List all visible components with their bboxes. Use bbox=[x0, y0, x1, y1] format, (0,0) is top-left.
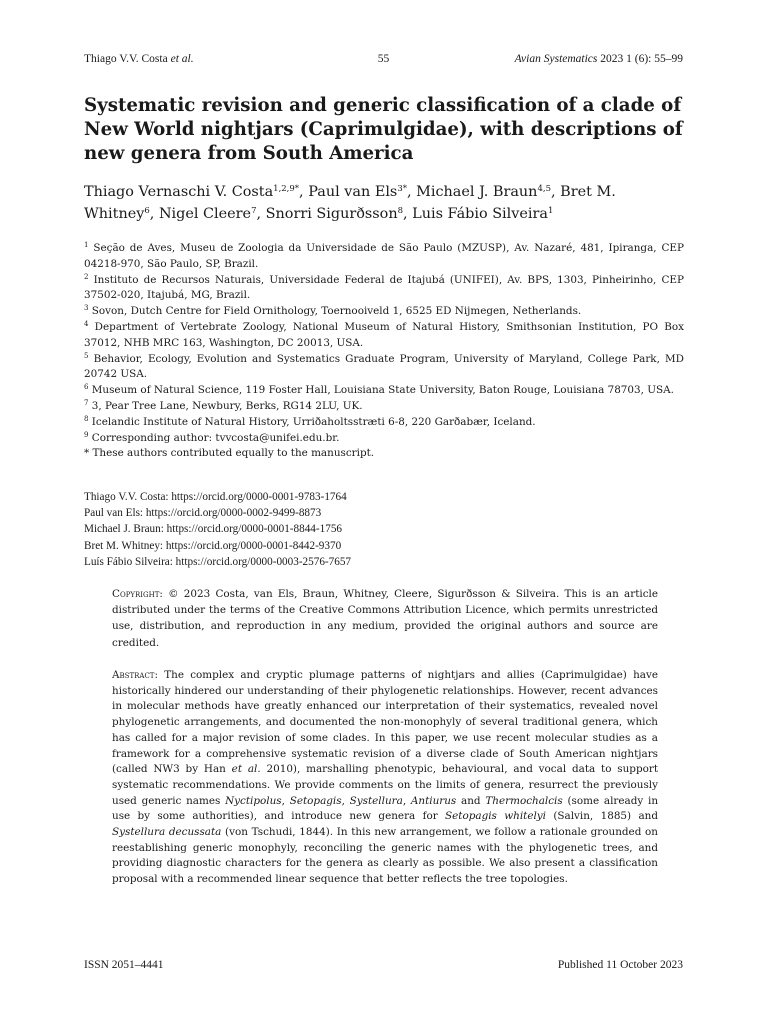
affiliation-number: 3 bbox=[84, 304, 89, 313]
page-number: 55 bbox=[377, 53, 390, 65]
author-separator: , bbox=[299, 184, 309, 200]
affiliation-item bbox=[84, 304, 684, 320]
affiliation-number: 2 bbox=[84, 272, 89, 281]
affiliations bbox=[84, 241, 684, 462]
author-name: Snorri Sigurðsson bbox=[265, 206, 398, 222]
affiliation-number: 9 bbox=[84, 430, 89, 439]
affiliation-text: Seção de Aves, Museu de Zoologia da Universidade de São Paulo (MZUSP), Av. Nazaré, 481, Ipiranga, CEP 04218-970, São Paulo, SP, Brazil. bbox=[84, 242, 684, 270]
page-footer bbox=[84, 959, 683, 975]
abstract-italic-term: et al. bbox=[231, 763, 261, 776]
issn: ISSN 2051–4441 bbox=[84, 959, 164, 971]
abstract bbox=[112, 668, 658, 888]
author-separator: , bbox=[406, 184, 417, 200]
affiliation-item bbox=[84, 273, 684, 305]
author-separator: , bbox=[403, 206, 413, 222]
affiliation-item bbox=[84, 320, 684, 352]
affiliation-number: 6 bbox=[84, 383, 89, 392]
author-affiliation-marker: 1,2,9* bbox=[273, 184, 300, 194]
author-name: Luis Fábio Silveira bbox=[412, 206, 548, 222]
copyright-notice bbox=[112, 586, 658, 651]
affiliation-text: 3, Pear Tree Lane, Newbury, Berks, RG14 2LU, UK. bbox=[88, 399, 363, 412]
affiliation-text: Sovon, Dutch Centre for Field Ornithology, Toernooiveld 1, 6525 ED Nijmegen, Netherlands. bbox=[88, 305, 582, 318]
affiliation-item bbox=[84, 383, 684, 399]
abstract-italic-term: Nyctipolus bbox=[225, 794, 282, 807]
abstract-italic-term: Systellura decussata bbox=[112, 826, 222, 839]
affiliation-text: Instituto de Recursos Naturais, Universidade Federal de Itajubá (UNIFEI), Av. BPS, 1303, Pinheirinho, CEP 37502-020, Itajubá, MG, Brazil. bbox=[84, 273, 684, 302]
abstract-italic-term: Setopagis bbox=[289, 794, 342, 807]
affiliation-number: 5 bbox=[84, 351, 89, 360]
running-header bbox=[84, 53, 683, 69]
affiliation-item bbox=[84, 446, 684, 462]
affiliation-number: 1 bbox=[84, 241, 89, 249]
author-affiliation-marker: 7 bbox=[251, 206, 257, 216]
author-name: Bret M. Whitney bbox=[84, 184, 616, 222]
abstract-text: The complex and cryptic plumage patterns of nightjars and allies (Caprimulgidae) have historically hindered our understanding of their phylogenetic relationships. However, recent advances in molecular methods have greatly enhanced our interpretation of their systematics, revealed novel phylogenetic arrangements, and documented the non-monophyly of several traditional genera, which has called for a major revision of some clades. In this paper, we use recent molecular studies as a framework for a comprehensive systematic revision of a diverse clade of South American nightjars (called NW3 by Han bbox=[112, 669, 658, 776]
abstract-italic-term: Setopagis whitelyi bbox=[445, 810, 546, 823]
orcid-line: Bret M. Whitney: https://orcid.org/0000-0001-8442-9370 bbox=[84, 539, 342, 552]
affiliation-item bbox=[84, 241, 684, 273]
affiliation-item bbox=[84, 352, 684, 384]
abstract-text: (von Tschudi, 1844). In this new arrangement, we follow a rationale grounded on reestablishing generic monophyly, reconciling the generic names with the phylogenetic trees, and providing diagnostic characters for the genera as clearly as possible. We also present a classification proposal with a recommended linear sequence that better reflects the tree topologies. bbox=[112, 826, 658, 886]
affiliation-text: Behavior, Ecology, Evolution and Systematics Graduate Program, University of Maryland, College Park, MD 20742 USA. bbox=[84, 352, 684, 381]
author-name: Paul van Els bbox=[308, 184, 398, 200]
affiliation-item bbox=[84, 431, 684, 447]
header-etal: et al. bbox=[170, 53, 194, 65]
affiliation-number: 4 bbox=[84, 319, 89, 328]
abstract-text: , bbox=[281, 794, 290, 807]
volume-pages: 2023 1 (6): 55–99 bbox=[597, 53, 683, 65]
author-separator: , bbox=[550, 184, 561, 200]
orcid-list bbox=[84, 489, 684, 570]
author-name: Michael J. Braun bbox=[416, 184, 538, 200]
affiliation-item bbox=[84, 415, 684, 431]
author-name: Nigel Cleere bbox=[158, 206, 252, 222]
abstract-text: 2010), marshalling phenotypic, behavioural, and vocal data to support systematic recommendations. We provide comments on the limits of genera, resurrect the previously used generic names bbox=[112, 763, 658, 807]
abstract-text: (some already in use by some authorities), and introduce new genera for bbox=[112, 794, 659, 823]
affiliation-item bbox=[84, 399, 684, 415]
author-affiliation-marker: 8 bbox=[397, 206, 404, 216]
abstract-text: , bbox=[341, 794, 350, 807]
orcid-line: Michael J. Braun: https://orcid.org/0000-0001-8844-1756 bbox=[84, 523, 343, 536]
author-affiliation-marker: 1 bbox=[547, 206, 554, 216]
paper-title: Systematic revision and generic classification of a clade of New World nightjars (Caprimulgidae), with descriptions of new genera from South America bbox=[84, 95, 683, 164]
copyright-text: © 2023 Costa, van Els, Braun, Whitney, Cleere, Sigurðsson & Silveira. This is an article distributed under the terms of the Creative Commons Attribution Licence, which permits unrestricted use, distribution, and reproduction in any medium, provided the original authors and source are credited. bbox=[112, 588, 658, 649]
abstract-italic-term: Antiurus bbox=[410, 794, 457, 807]
journal-name: Avian Systematics bbox=[514, 53, 598, 65]
author-separator: , bbox=[256, 206, 266, 222]
author-separator: , bbox=[149, 206, 159, 222]
orcid-line: Paul van Els: https://orcid.org/0000-0002-9499-8873 bbox=[84, 507, 322, 520]
author-list bbox=[84, 181, 684, 225]
abstract-italic-term: Systellura bbox=[349, 794, 403, 807]
abstract-text: , bbox=[402, 794, 411, 807]
affiliation-text: * These authors contributed equally to the manuscript. bbox=[84, 447, 375, 460]
affiliation-number: 7 bbox=[84, 398, 89, 407]
orcid-line: Luís Fábio Silveira: https://orcid.org/0000-0003-2576-7657 bbox=[84, 555, 352, 568]
journal-citation bbox=[515, 53, 683, 65]
affiliation-number: 8 bbox=[84, 414, 89, 423]
affiliation-text: Icelandic Institute of Natural History, Urriðaholtsstræti 6-8, 220 Garðabær, Iceland. bbox=[88, 415, 536, 428]
author-affiliation-marker: 3* bbox=[397, 184, 407, 194]
orcid-line: Thiago V.V. Costa: https://orcid.org/0000-0001-9783-1764 bbox=[84, 491, 347, 503]
abstract-label: Abstract: bbox=[112, 669, 158, 681]
affiliation-text: Museum of Natural Science, 119 Foster Hall, Louisiana State University, Baton Rouge, Louisiana 78703, USA. bbox=[88, 384, 674, 397]
header-author-name: Thiago V.V. Costa bbox=[84, 53, 171, 65]
author-name: Thiago Vernaschi V. Costa bbox=[84, 184, 274, 200]
affiliation-text: Department of Vertebrate Zoology, National Museum of Natural History, Smithsonian Institution, PO Box 37012, NHB MRC 163, Washington, DC 20013, USA. bbox=[84, 320, 684, 349]
copyright-label: Copyright: bbox=[112, 588, 163, 600]
publication-date: Published 11 October 2023 bbox=[557, 959, 683, 971]
affiliation-text: Corresponding author: tvvcosta@unifei.edu.br. bbox=[88, 431, 340, 444]
author-affiliation-marker: 4,5 bbox=[537, 184, 551, 194]
abstract-text: and bbox=[456, 794, 486, 807]
author-affiliation-marker: 6 bbox=[144, 206, 150, 216]
abstract-italic-term: Thermochalcis bbox=[485, 794, 563, 807]
abstract-text: (Salvin, 1885) and bbox=[546, 810, 658, 823]
